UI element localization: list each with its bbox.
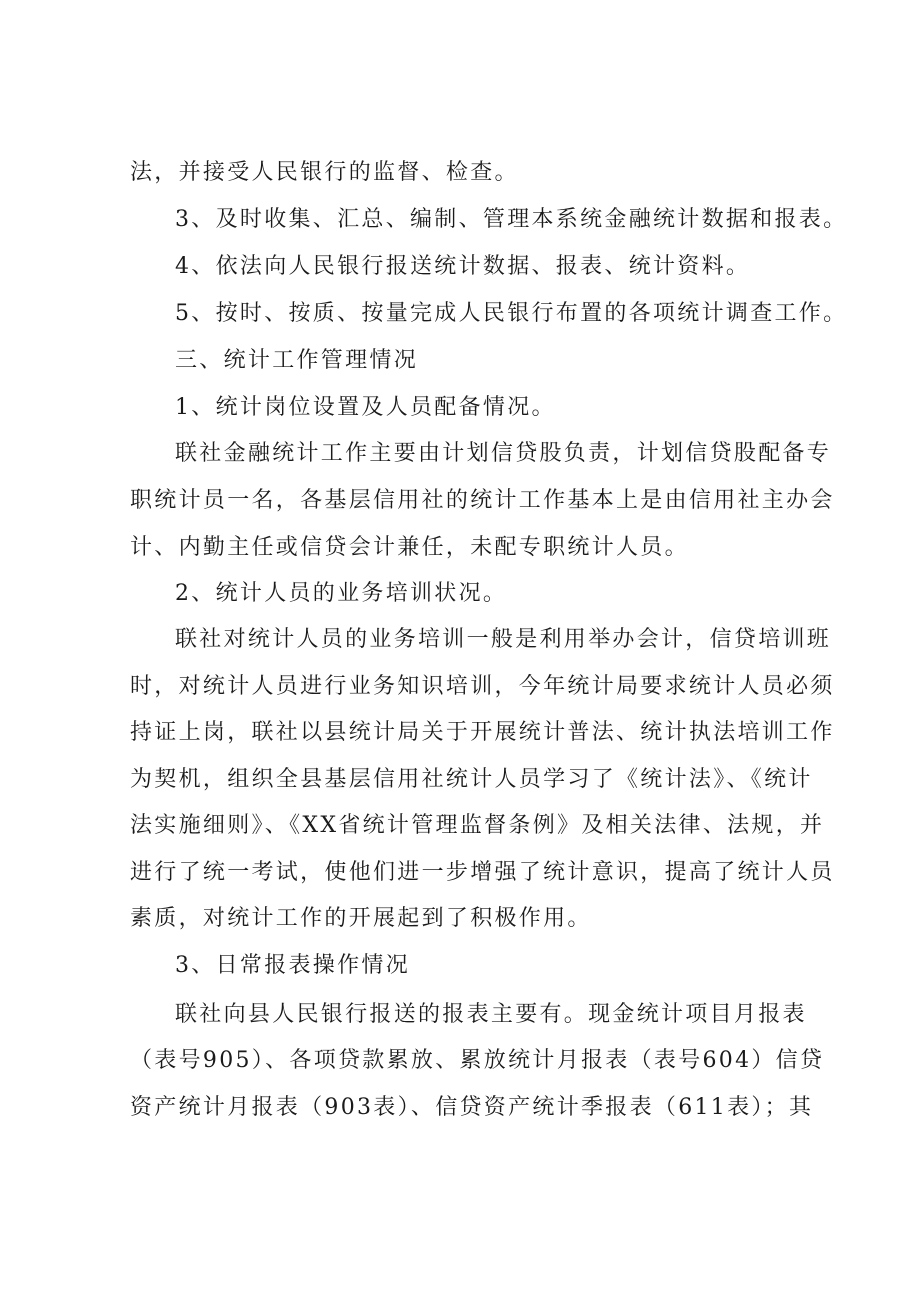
- text-line: 4、依法向人民银行报送统计数据、报表、统计资料。: [175, 254, 751, 279]
- text-line: 法实施细则》、《XX省统计管理监督条例》及相关法律、法规，并: [130, 813, 825, 838]
- subsection-heading: 2、统计人员的业务培训状况。: [175, 581, 508, 606]
- text-line: 持证上岗，联社以县统计局关于开展统计普法、统计执法培训工作: [130, 720, 835, 745]
- text-line: 进行了统一考试，使他们进一步增强了统计意识，提高了统计人员: [130, 860, 835, 885]
- text-line: 时，对统计人员进行业务知识培训，今年统计局要求统计人员必须: [130, 674, 835, 699]
- text-line: 职统计员一名，各基层信用社的统计工作基本上是由信用社主办会: [130, 488, 835, 513]
- text-line: 为契机，组织全县基层信用社统计人员学习了《统计法》、《统计: [130, 767, 813, 792]
- text-line: 5、按时、按质、按量完成人民银行布置的各项统计调查工作。: [175, 301, 848, 326]
- subsection-heading: 3、日常报表操作情况: [175, 953, 410, 978]
- text-line: 法，并接受人民银行的监督、检查。: [130, 160, 519, 185]
- text-line: 资产统计月报表（903表）、信贷资产统计季报表（611表）；其: [130, 1095, 814, 1120]
- subsection-heading: 1、统计岗位设置及人员配备情况。: [175, 395, 556, 420]
- text-line: 计、内勤主任或信贷会计兼任，未配专职统计人员。: [130, 535, 689, 560]
- text-line: 联社对统计人员的业务培训一般是利用举办会计，信贷培训班: [175, 627, 832, 652]
- text-line: （表号905）、各项贷款累放、累放统计月报表（表号604）信贷: [130, 1048, 825, 1073]
- section-heading: 三、统计工作管理情况: [175, 348, 419, 373]
- text-line: 素质，对统计工作的开展起到了积极作用。: [130, 906, 592, 931]
- text-line: 3、及时收集、汇总、编制、管理本系统金融统计数据和报表。: [175, 207, 848, 232]
- text-line: 联社金融统计工作主要由计划信贷股负责，计划信贷股配备专: [175, 441, 832, 466]
- text-line: 联社向县人民银行报送的报表主要有。现金统计项目月报表: [175, 1002, 807, 1027]
